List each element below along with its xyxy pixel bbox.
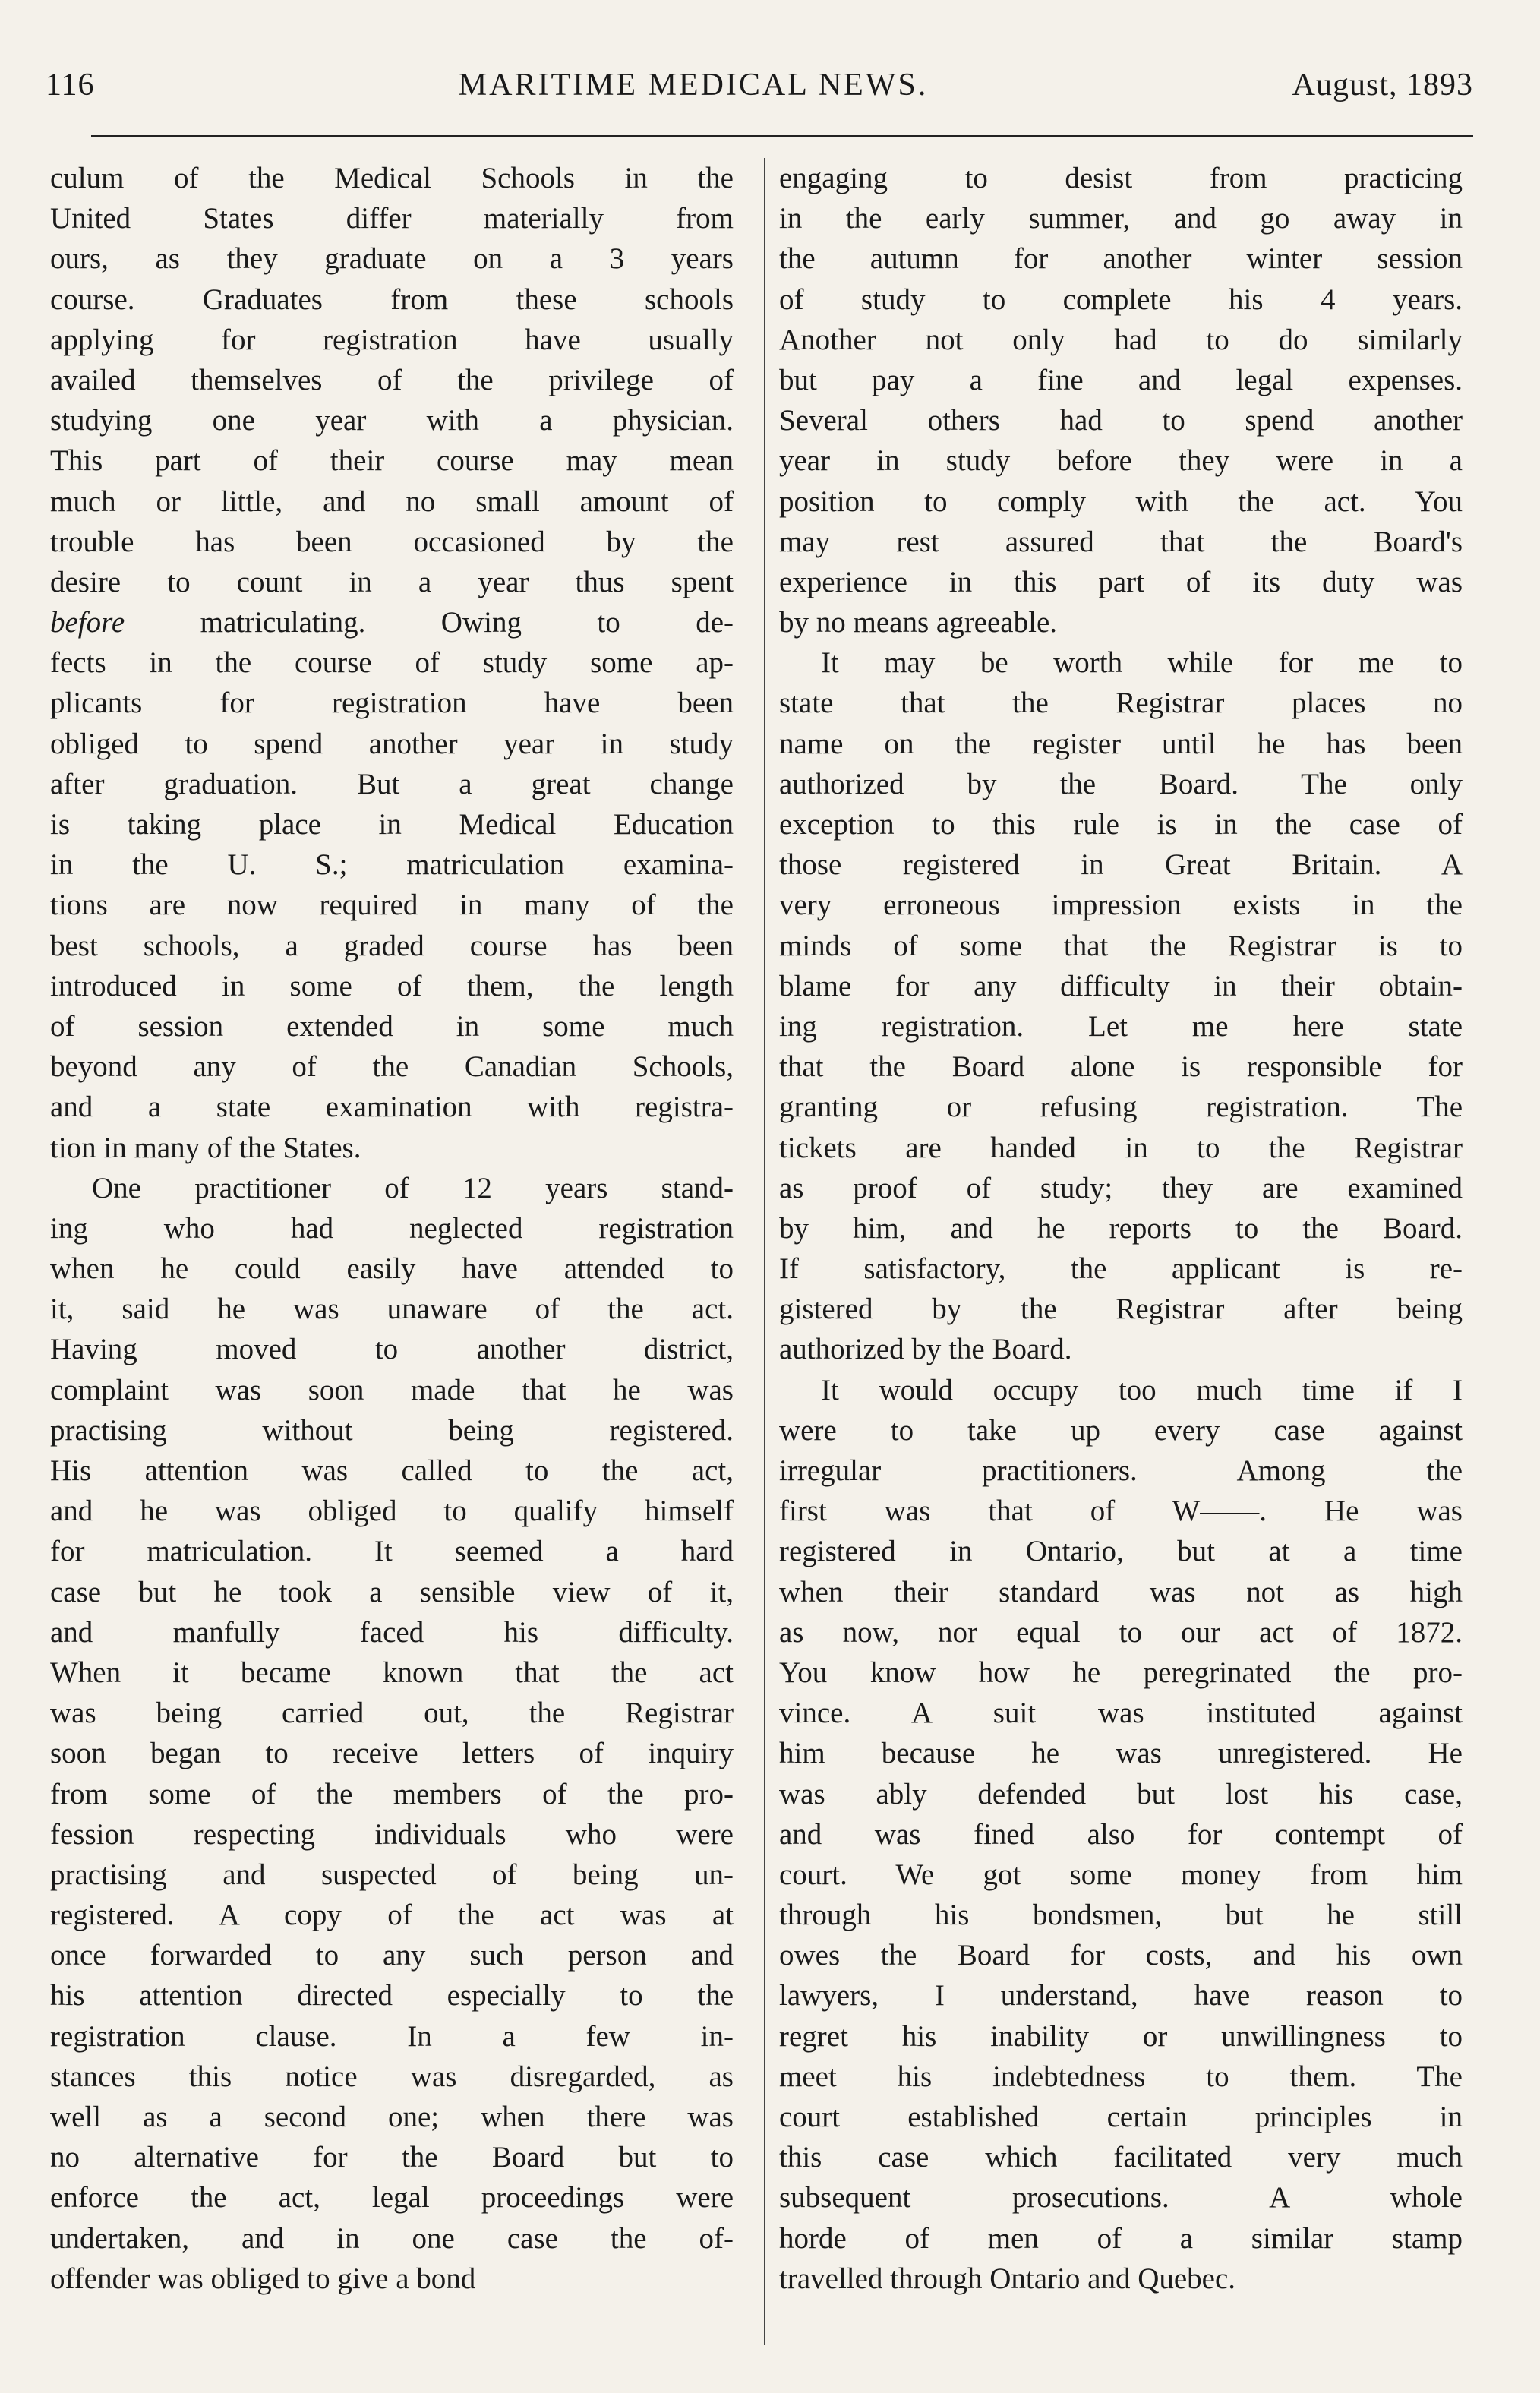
text-line: horde of men of a similar stamp	[779, 2221, 1463, 2255]
text-line: When it became known that the act	[50, 1656, 734, 1689]
text-line: Several others had to spend another	[779, 404, 1463, 437]
text-line: granting or refusing registration. The	[779, 1091, 1463, 1124]
text-line: his attention directed especially to the	[50, 1979, 734, 2013]
text-line: in the U. S.; matriculation examina-	[50, 848, 734, 882]
text-line: in the early summer, and go away in	[779, 202, 1463, 235]
text-line: state that the Registrar places no	[779, 687, 1463, 720]
text-line: exception to this rule is in the case of	[779, 808, 1463, 841]
text-line: well as a second one; when there was	[50, 2101, 734, 2133]
text-line: culum of the Medical Schools in the	[50, 162, 734, 194]
text-line: experience in this part of its duty was	[779, 565, 1463, 598]
text-line: His attention was called to the act,	[50, 1454, 734, 1487]
text-line: those registered in Great Britain. A	[779, 848, 1463, 882]
text-line: it, said he was unaware of the act.	[50, 1293, 734, 1326]
text-line: authorized by the Board. The only	[779, 767, 1463, 800]
text-line: by him, and he reports to the Board.	[779, 1211, 1463, 1245]
text-line: this case which facilitated very much	[779, 2141, 1463, 2174]
header-rule	[91, 135, 1473, 137]
text-line: subsequent prosecutions. A whole	[779, 2181, 1463, 2215]
text-line: that the Board alone is responsible for	[779, 1050, 1463, 1084]
text-line: meet his indebtedness to them. The	[779, 2060, 1463, 2093]
text-line: ours, as they graduate on a 3 years	[50, 242, 734, 276]
text-line: enforce the act, legal proceedings were	[50, 2181, 734, 2215]
text-line: availed themselves of the privilege of	[50, 363, 734, 396]
text-line: If satisfactory, the applicant is re-	[779, 1252, 1463, 1286]
text-line: It would occupy too much time if I	[821, 1373, 1463, 1406]
text-line: engaging to desist from practicing	[779, 162, 1463, 194]
column-divider	[764, 158, 765, 2345]
text-line: soon began to receive letters of inquiry	[50, 1737, 734, 1770]
text-line: offender was obliged to give a bond	[50, 2262, 476, 2295]
text-line: position to comply with the act. You	[779, 485, 1463, 518]
text-line: tions are now required in many of the	[50, 889, 734, 922]
text-line: minds of some that the Registrar is to	[779, 929, 1463, 962]
text-line: This part of their course may mean	[50, 444, 734, 478]
text-line: him because he was unregistered. He	[779, 1737, 1463, 1770]
text-line: but pay a fine and legal expenses.	[779, 363, 1463, 396]
text-line: court. We got some money from him	[779, 1858, 1463, 1891]
text-line: of study to complete his 4 years.	[779, 283, 1463, 316]
running-head	[46, 67, 1473, 112]
text-line: undertaken, and in one case the of-	[50, 2221, 734, 2255]
text-line: much or little, and no small amount of	[50, 485, 734, 518]
text-line: by no means agreeable.	[779, 606, 1058, 639]
journal-title: MARITIME MEDICAL NEWS.	[458, 68, 929, 103]
text-line: applying for registration have usually	[50, 323, 734, 356]
text-line: of session extended in some much	[50, 1009, 734, 1043]
text-line: United States differ materially from	[50, 202, 734, 235]
text-line: were to take up every case against	[779, 1413, 1463, 1447]
text-line: blame for any difficulty in their obtain-	[779, 969, 1463, 1002]
text-line: travelled through Ontario and Quebec.	[779, 2262, 1236, 2295]
text-line: from some of the members of the pro-	[50, 1777, 734, 1811]
text-line: introduced in some of them, the length	[50, 969, 734, 1002]
text-line: tion in many of the States.	[50, 1131, 361, 1164]
text-line: name on the register until he has been	[779, 727, 1463, 760]
text-line: fects in the course of study some ap-	[50, 646, 734, 680]
text-line: was ably defended but lost his case,	[779, 1777, 1463, 1811]
text-line: You know how he peregrinated the pro-	[779, 1656, 1463, 1689]
text-line: when he could easily have attended to	[50, 1252, 734, 1286]
text-line: desire to count in a year thus spent	[50, 565, 734, 598]
text-line: registered in Ontario, but at a time	[779, 1535, 1463, 1568]
text-fragment: matriculating. Owing to de-	[125, 606, 734, 639]
text-line: studying one year with a physician.	[50, 404, 734, 437]
issue-date: August, 1893	[1292, 68, 1473, 103]
text-line: registration clause. In a few in-	[50, 2019, 734, 2053]
text-line: very erroneous impression exists in the	[779, 889, 1463, 922]
text-line: court established certain principles in	[779, 2101, 1463, 2133]
journal-page	[46, 67, 1473, 2345]
text-line: the autumn for another winter session	[779, 242, 1463, 276]
text-line: stances this notice was disregarded, as	[50, 2060, 734, 2093]
text-line: best schools, a graded course has been	[50, 929, 734, 962]
text-line: is taking place in Medical Education	[50, 808, 734, 841]
text-line: as proof of study; they are examined	[779, 1171, 1463, 1204]
text-line: year in study before they were in a	[779, 444, 1463, 478]
italic-word: before	[50, 606, 125, 639]
text-line: complaint was soon made that he was	[50, 1373, 734, 1406]
text-line: registered. A copy of the act was at	[50, 1899, 734, 1932]
text-line: Having moved to another district,	[50, 1333, 734, 1366]
text-line	[50, 602, 734, 642]
text-line: irregular practitioners. Among the	[779, 1454, 1463, 1487]
text-line: as now, nor equal to our act of 1872.	[779, 1615, 1463, 1649]
text-line: Another not only had to do similarly	[779, 323, 1463, 356]
text-line: plicants for registration have been	[50, 687, 734, 720]
text-line: practising without being registered.	[50, 1413, 734, 1447]
text-line: ing who had neglected registration	[50, 1211, 734, 1245]
text-line: once forwarded to any such person and	[50, 1939, 734, 1972]
text-line: when their standard was not as high	[779, 1575, 1463, 1608]
text-line: fession respecting individuals who were	[50, 1817, 734, 1851]
text-line: may rest assured that the Board's	[779, 525, 1463, 558]
text-line: It may be worth while for me to	[821, 646, 1463, 680]
text-line: case but he took a sensible view of it,	[50, 1575, 734, 1608]
text-line: tickets are handed in to the Registrar	[779, 1131, 1463, 1164]
text-line: after graduation. But a great change	[50, 767, 734, 800]
text-line: and a state examination with registra-	[50, 1091, 734, 1124]
text-line: and he was obliged to qualify himself	[50, 1495, 734, 1528]
page-number: 116	[46, 68, 95, 103]
text-line: ing registration. Let me here state	[779, 1009, 1463, 1043]
text-line: obliged to spend another year in study	[50, 727, 734, 760]
text-line: trouble has been occasioned by the	[50, 525, 734, 558]
right-text-column	[779, 158, 1463, 2299]
text-line: vince. A suit was instituted against	[779, 1697, 1463, 1730]
text-line: beyond any of the Canadian Schools,	[50, 1050, 734, 1084]
text-line: and manfully faced his difficulty.	[50, 1615, 734, 1649]
left-text-column	[50, 158, 734, 2299]
text-line: lawyers, I understand, have reason to	[779, 1979, 1463, 2013]
text-line: and was fined also for contempt of	[779, 1817, 1463, 1851]
text-line: One practitioner of 12 years stand-	[92, 1171, 734, 1204]
text-line: course. Graduates from these schools	[50, 283, 734, 316]
text-line: regret his inability or unwillingness to	[779, 2019, 1463, 2053]
text-line: owes the Board for costs, and his own	[779, 1939, 1463, 1972]
text-line: through his bondsmen, but he still	[779, 1899, 1463, 1932]
text-line: first was that of W——. He was	[779, 1495, 1463, 1528]
text-line: was being carried out, the Registrar	[50, 1697, 734, 1730]
text-line: no alternative for the Board but to	[50, 2141, 734, 2174]
text-line: for matriculation. It seemed a hard	[50, 1535, 734, 1568]
text-line: authorized by the Board.	[779, 1333, 1072, 1366]
text-line: practising and suspected of being un-	[50, 1858, 734, 1891]
text-line: gistered by the Registrar after being	[779, 1293, 1463, 1326]
